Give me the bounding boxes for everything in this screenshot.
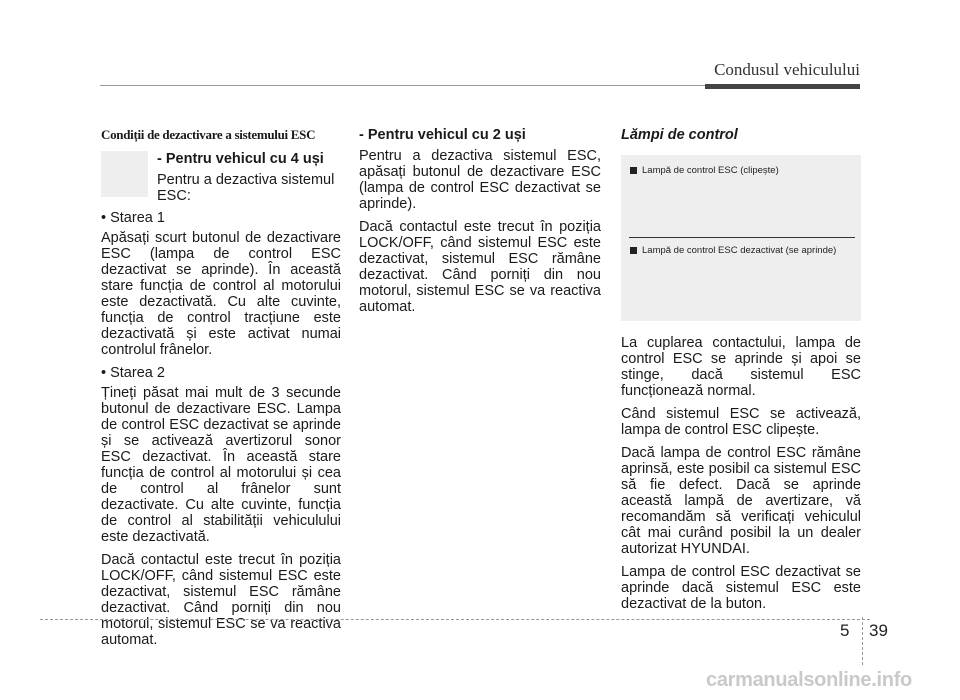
column-right — [621, 124, 861, 619]
paragraph: Pentru a dezactiva sistemul ESC, apăsați butonul de dezactivare ESC (lampa de control ESC dezactivat se aprinde). — [359, 148, 601, 212]
watermark: carmanualsonline.info — [706, 669, 912, 691]
paragraph: Dacă contactul este trecut în poziția LOCK/OFF, când sistemul ESC este dezactivat, sistemul ESC rămâne dezactivat. Când porniți din nou motorul, sistemul ESC se va reactiva automat. — [101, 552, 341, 648]
section-title: Condiții de dezactivare a sistemului ESC — [101, 127, 316, 142]
section-heading: Lămpi de control — [621, 127, 738, 143]
chapter-title: Condusul vehiculului — [714, 60, 860, 79]
page-number: 39 — [869, 621, 888, 640]
subsection-4-door — [101, 151, 341, 210]
square-bullet-icon — [630, 167, 637, 174]
subsection-heading: - Pentru vehicul cu 2 uși — [359, 127, 526, 143]
chapter-number: 5 — [840, 621, 850, 640]
paragraph: La cuplarea contactului, lampa de control ESC se aprinde și apoi se stinge, dacă sistemul ESC funcționează normal. — [621, 335, 861, 399]
subsection-body: Pentru a dezactiva sistemul ESC: — [157, 172, 335, 204]
paragraph: Când sistemul ESC se activează, lampa de control ESC clipește. — [621, 406, 861, 438]
paragraph: Apăsați scurt butonul de dezactivare ESC (lampa de control ESC dezactivat se aprinde). În această stare funcția de control al motorului este dezactivată. Cu alte cuvinte, funcția de control tracțiune este dezactivată și este activat numai controlul frânelor. — [101, 230, 341, 358]
paragraph: Țineți păsat mai mult de 3 secunde butonul de dezactivare ESC. Lampa de control ESC dezactivat se aprinde și se activează avertizorul sonor ESC dezactivat. În această stare funcția de control al motorului și cea de control al frânelor sunt dezactivate. Cu alte cuvinte, funcția de control al stabilității vehiculului este dezactivată. — [101, 385, 341, 545]
bullet-state-2: • Starea 2 — [101, 365, 165, 381]
header-accent-bar — [705, 84, 860, 89]
lamp-caption: Lampă de control ESC dezactivat (se aprinde) — [630, 245, 836, 256]
page-number-separator — [862, 617, 863, 665]
lamp-caption: Lampă de control ESC (clipește) — [630, 165, 779, 176]
paragraph: Lampa de control ESC dezactivat se aprinde dacă sistemul ESC este dezactivat de la buton. — [621, 564, 861, 612]
footer-rule — [40, 619, 870, 620]
paragraph: Dacă contactul este trecut în poziția LOCK/OFF, când sistemul ESC este dezactivat, sistemul ESC rămâne dezactivat. Când porniți din nou motorul, sistemul ESC se va reactiva automat. — [359, 219, 601, 315]
paragraph: Dacă lampa de control ESC rămâne aprinsă, este posibil ca sistemul ESC să fie defect. Dacă se aprinde această lampă de avertizare, vă recomandăm să verificați vehiculul cât mai curând posibil la un dealer autorizat HYUNDAI. — [621, 445, 861, 557]
column-left — [101, 124, 341, 655]
subsection-heading: - Pentru vehicul cu 4 uși — [157, 151, 324, 167]
square-bullet-icon — [630, 247, 637, 254]
column-middle — [359, 124, 601, 322]
button-illustration — [101, 151, 148, 197]
warning-lamp-figure — [621, 155, 861, 321]
bullet-state-1: • Starea 1 — [101, 210, 165, 226]
figure-divider — [629, 237, 855, 238]
